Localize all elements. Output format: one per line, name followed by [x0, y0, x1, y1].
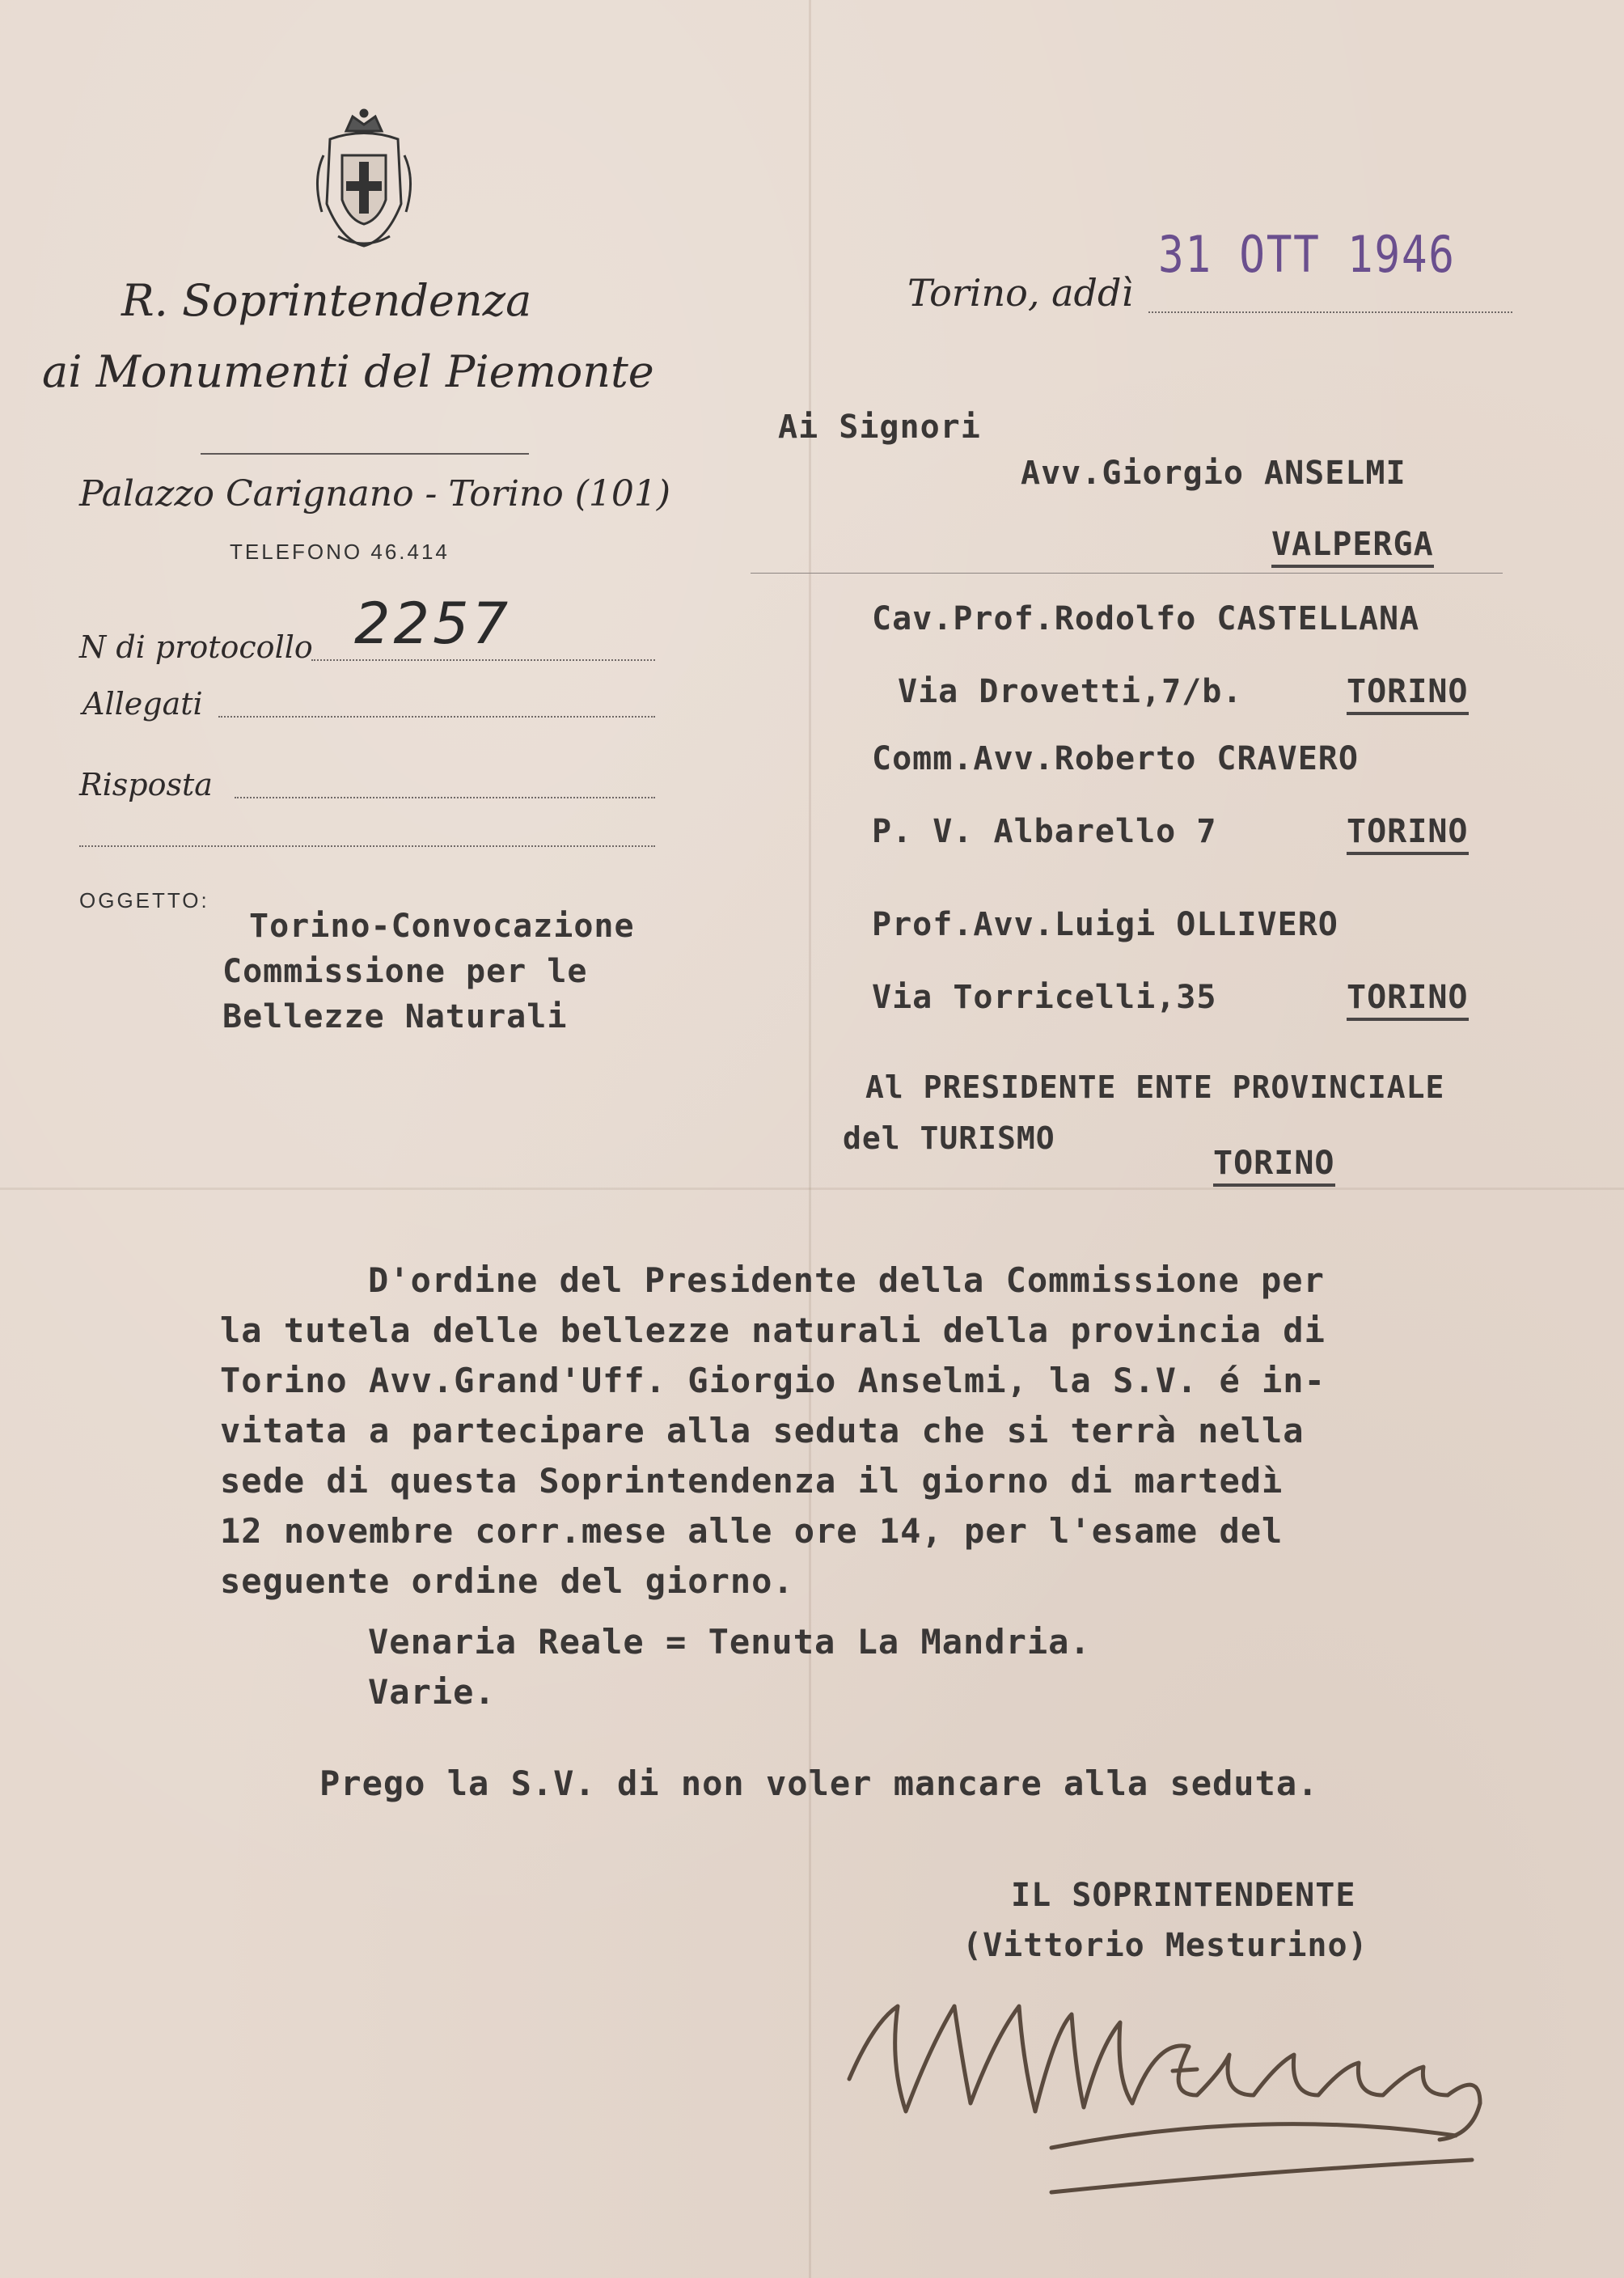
body-line: Torino Avv.Grand'Uff. Giorgio Anselmi, la S.V. é in-	[220, 1361, 1326, 1400]
agenda-item: Venaria Reale = Tenuta La Mandria.	[368, 1622, 1091, 1662]
recipient-2-street: Via Drovetti,7/b.	[898, 673, 1243, 710]
date-label: Torino, addì	[907, 271, 1134, 315]
protocol-label: N di protocollo	[79, 629, 313, 665]
recipient-1-city: VALPERGA	[1271, 526, 1434, 568]
attachments-label: Allegati	[82, 686, 203, 722]
recipient-separator	[751, 573, 1503, 574]
letterhead-divider	[201, 453, 529, 455]
subject-line-3: Bellezze Naturali	[222, 998, 568, 1035]
paper-fold-vertical	[809, 0, 811, 2278]
subject-line-2: Commissione per le	[222, 953, 588, 990]
closing-line: Prego la S.V. di non voler mancare alla seduta.	[319, 1764, 1319, 1803]
recipient-2-name: Cav.Prof.Rodolfo CASTELLANA	[872, 600, 1420, 637]
reply-label: Risposta	[79, 767, 213, 802]
subject-label: OGGETTO:	[79, 888, 209, 912]
recipient-4-name: Prof.Avv.Luigi OLLIVERO	[872, 906, 1339, 943]
protocol-number: 2257	[354, 591, 512, 657]
coat-of-arms-icon	[306, 107, 423, 252]
paper-fold-horizontal	[0, 1188, 1624, 1190]
blank-dotted-line	[79, 845, 655, 847]
recipient-3-city: TORINO	[1347, 813, 1469, 855]
letterhead-address: Palazzo Carignano - Torino (101)	[79, 473, 671, 514]
recipient-5-org: del TURISMO	[843, 1120, 1055, 1156]
subject-line-1: Torino-Convocazione	[249, 908, 635, 945]
body-line: D'ordine del Presidente della Commissione per	[368, 1260, 1325, 1300]
letterhead-line2: ai Monumenti del Piemonte	[42, 346, 654, 397]
handwritten-signature	[841, 1974, 1537, 2217]
agenda-item: Varie.	[368, 1672, 496, 1712]
body-line: seguente ordine del giorno.	[220, 1561, 794, 1601]
body-line: vitata a partecipare alla seduta che si terrà nella	[220, 1411, 1305, 1450]
recipient-5-city: TORINO	[1213, 1145, 1335, 1187]
reply-dotted-line	[235, 797, 655, 798]
recipient-4-street: Via Torricelli,35	[872, 979, 1217, 1016]
protocol-dotted-line	[311, 659, 655, 661]
recipient-3-name: Comm.Avv.Roberto CRAVERO	[872, 740, 1359, 777]
recipient-4-city: TORINO	[1347, 979, 1469, 1021]
recipient-5-name: Al PRESIDENTE ENTE PROVINCIALE	[865, 1069, 1445, 1105]
recipients-greeting: Ai Signori	[778, 409, 981, 446]
letterhead-phone: TELEFONO 46.414	[230, 540, 450, 564]
body-line: la tutela delle bellezze naturali della provincia di	[220, 1310, 1326, 1350]
body-line: sede di questa Soprintendenza il giorno di martedì	[220, 1461, 1284, 1501]
body-line: 12 novembre corr.mese alle ore 14, per l'esame del	[220, 1511, 1284, 1551]
date-dotted-line	[1148, 311, 1512, 313]
letterhead-line1: R. Soprintendenza	[121, 275, 532, 326]
date-stamp: 31 OTT 1946	[1158, 225, 1456, 284]
signature-name: (Vittorio Mesturino)	[962, 1927, 1368, 1964]
recipient-1-name: Avv.Giorgio ANSELMI	[1021, 455, 1406, 492]
attachments-dotted-line	[218, 716, 655, 718]
recipient-2-city: TORINO	[1347, 673, 1469, 715]
recipient-3-street: P. V. Albarello 7	[872, 813, 1217, 850]
signature-title: IL SOPRINTENDENTE	[1011, 1877, 1356, 1914]
